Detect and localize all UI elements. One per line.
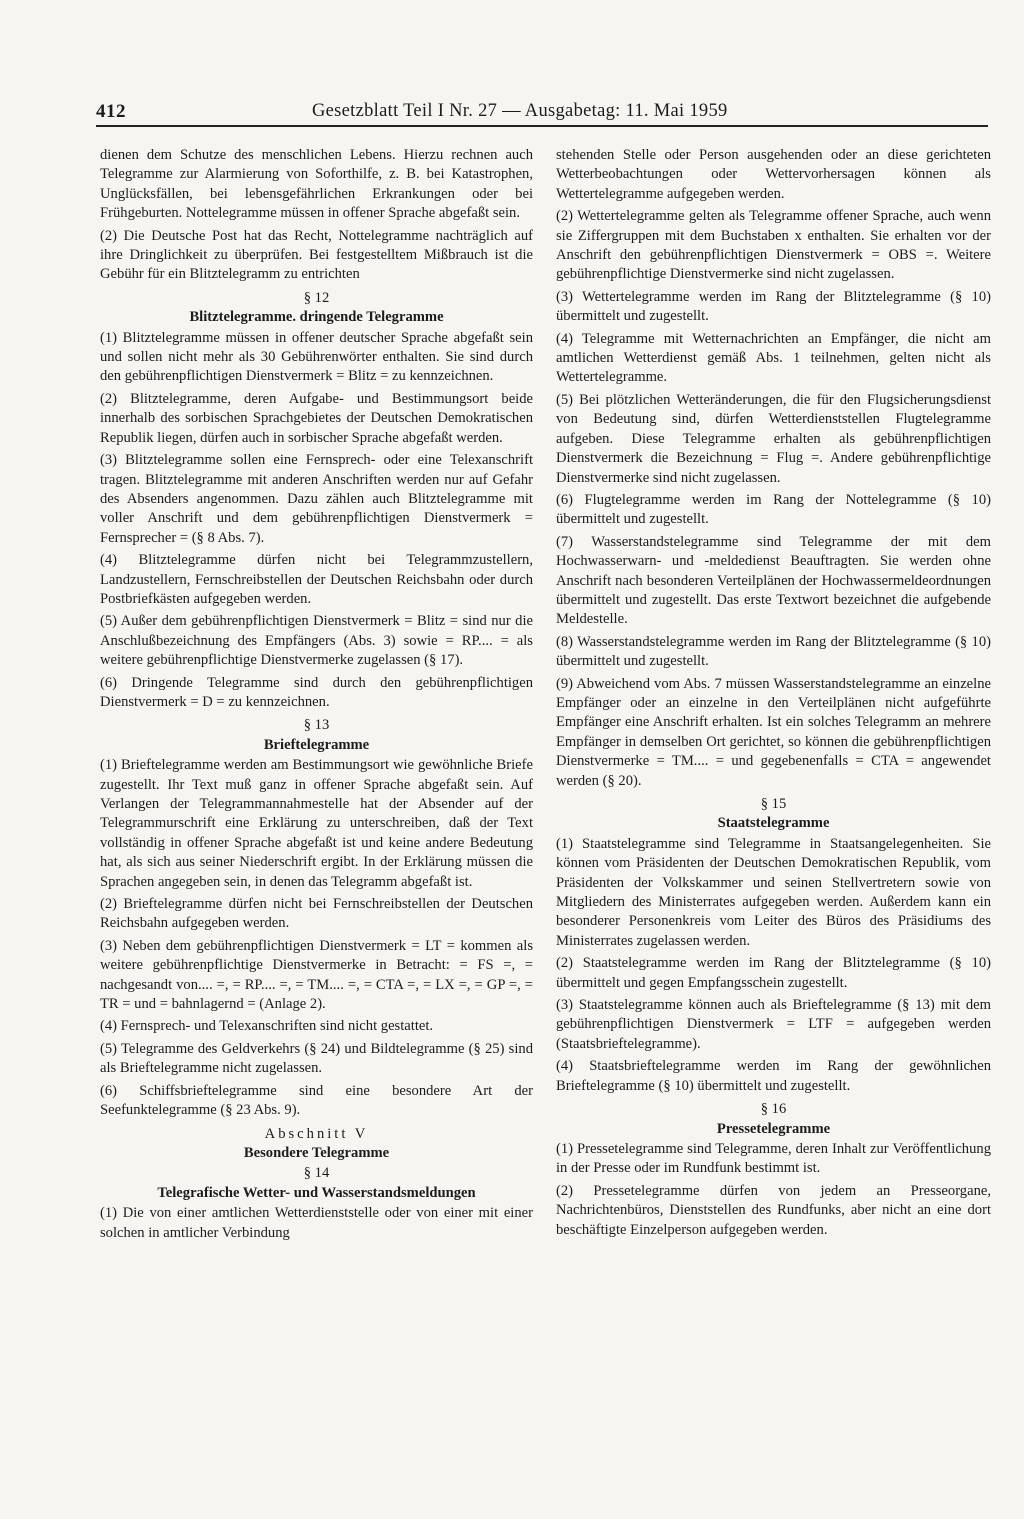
section-heading: Besondere Telegramme xyxy=(243,1144,390,1161)
paragraph: (7) Wasserstandstelegramme sind Telegramme der mit dem Hochwasserwarn- und -meldedienst Beauftragten. Sie werden ohne Anschrift nach besonderen Verteilplänen der Hochwassermeldeordnungen übermittelt und zugestellt. Das erste Textwort bezeichnet die aufgebende Meldestelle. xyxy=(556,533,991,628)
paragraph: (3) Neben dem gebührenpflichtigen Dienstvermerk = LT = kommen als weitere gebührenpflichtige Dienstvermerke in Betracht: = FS =, = nachgesandt von.... =, = RP.... =, = TM.... =, = CTA =, = LX =, = GP =, = TR = und = bahnlagernd = (Anlage 2). xyxy=(100,937,533,1013)
section-number: § 15 xyxy=(760,796,787,812)
section-heading: Telegrafische Wetter- und Wasserstandsmeldungen xyxy=(157,1184,476,1201)
paragraph: (2) Brieftelegramme dürfen nicht bei Fernschreibstellen der Deutschen Reichsbahn aufgegeben werden. xyxy=(100,896,533,932)
paragraph: (9) Abweichend vom Abs. 7 müssen Wasserstandstelegramme an einzelne Empfänger oder an einzelne in den Verteilplänen nicht aufgeführte Empfänger eine Anschrift erhalten. Ist ein solches Telegramm an mehrere Empfänger in demselben Ort gerichtet, so können die gebührenpflichtigen Dienstvermerke = TM.... = und gegebenenfalls = CTA = angewendet werden (§ 20). xyxy=(556,675,991,789)
section-number: § 12 xyxy=(303,289,330,306)
paragraph: dienen dem Schutze des menschlichen Lebens. Hierzu rechnen auch Telegramme zur Alarmierung von Soforthilfe, z. B. bei Katastrophen, Unglücksfällen, bei lebensgefährlichen Erkrankungen oder bei Frühgeburten. Nottelegramme müssen in offener Sprache abgefaßt sein. xyxy=(100,147,533,222)
paragraph: (2) Pressetelegramme dürfen von jedem an Presseorgane, Nachrichtenbüros, Dienststellen des Rundfunks, aber nicht an eine dort beschäftigte Einzelperson aufgegeben werden. xyxy=(556,1182,991,1238)
section-heading: Brieftelegramme xyxy=(263,736,370,753)
paragraph: (4) Fernsprech- und Telexanschriften sind nicht gestattet. xyxy=(100,1018,434,1035)
page-number: 412 xyxy=(96,101,126,122)
left-column xyxy=(100,146,533,1246)
paragraph: stehenden Stelle oder Person ausgehenden oder an diese gerichteten Wetterbeobachtungen oder Wettervorhersagen können als Wettertelegramme aufgegeben werden. xyxy=(556,147,991,202)
paragraph: (5) Außer dem gebührenpflichtigen Dienstvermerk = Blitz = sind nur die Anschlußbezeichnung des Empfängers (Abs. 3) sowie = RP.... = als weitere gebührenpflichtige Dienstvermerke zugelassen (§ 17). xyxy=(100,613,533,669)
paragraph: (6) Dringende Telegramme sind durch den gebührenpflichtigen Dienstvermerk = D = zu kennzeichnen. xyxy=(100,674,533,710)
chapter-heading: Abschnitt V xyxy=(264,1125,369,1142)
paragraph: (5) Bei plötzlichen Wetteränderungen, die für den Flugsicherungsdienst von Bedeutung sind, dürfen Wetterdienststellen Flugtelegramme aufgeben. Diese Telegramme erhalten als gebührenpflichtigen Dienstvermerk die Bezeichnung = Flug =. Andere gebührenpflichtige Dienstvermerke sind nicht zugelassen. xyxy=(556,391,991,486)
paragraph: (2) Staatstelegramme werden im Rang der Blitztelegramme (§ 10) übermittelt und gegen Empfangsschein zugestellt. xyxy=(556,955,991,991)
paragraph: (6) Flugtelegramme werden im Rang der Nottelegramme (§ 10) übermittelt und zugestellt. xyxy=(556,491,991,528)
section-heading: Pressetelegramme xyxy=(716,1120,831,1137)
paragraph: (3) Wettertelegramme werden im Rang der Blitztelegramme (§ 10) übermittelt und zugestellt. xyxy=(556,288,991,325)
paragraph: (2) Die Deutsche Post hat das Recht, Nottelegramme nachträglich auf ihre Dringlichkeit zu überprüfen. Bei festgestelltem Mißbrauch ist die Gebühr für ein Blitztelegramm zu entrichten xyxy=(100,227,533,283)
paragraph: (2) Blitztelegramme, deren Aufgabe- und Bestimmungsort beide innerhalb des sorbischen Sprachgebietes der Deutschen Demokratischen Republik liegen, dürfen auch in sorbischer Sprache abgefaßt werden. xyxy=(100,390,533,446)
paragraph: (3) Staatstelegramme können auch als Brieftelegramme (§ 13) mit dem gebührenpflichtigen Dienstvermerk = LTF = aufgegeben werden (Staatsbrieftelegramme). xyxy=(556,997,991,1052)
paragraph: (4) Blitztelegramme dürfen nicht bei Telegrammzustellern, Landzustellern, Fernschreibstellen der Deutschen Reichsbahn oder durch Postbriefkästen aufgegeben werden. xyxy=(100,552,533,607)
paragraph: (2) Wettertelegramme gelten als Telegramme offener Sprache, auch wenn sie Ziffergruppen mit dem Buchstaben x enthalten. Sie erhalten vor der Anschrift den gebührenpflichtigen Dienstvermerk = OBS =. Weitere gebührenpflichtige Dienstvermerke sind nicht zugelassen. xyxy=(556,208,991,283)
paragraph: (1) Staatstelegramme sind Telegramme in Staatsangelegenheiten. Sie können vom Präsidenten der Deutschen Demokratischen Republik, vom Präsidenten der Volkskammer und seinen Stellvertretern sowie von Mitgliedern des Ministerrates aufgegeben werden. Außerdem kann ein besonderer Personenkreis vom Leiter des Büros des Präsidiums des Ministerrates zugelassen werden. xyxy=(556,835,991,949)
section-number: § 13 xyxy=(303,717,330,734)
paragraph: (6) Schiffsbrieftelegramme sind eine besondere Art der Seefunktelegramme (§ 23 Abs. 9). xyxy=(100,1082,533,1119)
section-number: § 14 xyxy=(303,1165,330,1182)
paragraph: (8) Wasserstandstelegramme werden im Rang der Blitztelegramme (§ 10) übermittelt und zugestellt. xyxy=(556,633,991,670)
gazette-title: Gesetzblatt Teil I Nr. 27 — Ausgabetag: 11. Mai 1959 xyxy=(312,101,728,121)
paragraph: (1) Die von einer amtlichen Wetterdienststelle oder von einer mit einer solchen in amtlicher Verbindung xyxy=(100,1205,533,1241)
section-number: § 16 xyxy=(760,1101,787,1118)
section-heading: Staatstelegramme xyxy=(717,815,830,832)
section-heading: Blitztelegramme. dringende Telegramme xyxy=(189,309,444,326)
paragraph: (1) Pressetelegramme sind Telegramme, deren Inhalt zur Veröffentlichung in der Presse oder im Rundfunk bestimmt ist. xyxy=(556,1140,991,1177)
paragraph: (3) Blitztelegramme sollen eine Fernsprech- oder eine Telexanschrift tragen. Blitztelegramme mit anderen Anschriften werden nur auf Gefahr des Absenders angenommen. Dazu zählen auch Blitztelegramme mit voller Anschrift und dem gebührenpflichtigen Dienstvermerk = Fernsprecher = (§ 8 Abs. 7). xyxy=(100,452,533,546)
paragraph: (4) Staatsbrieftelegramme werden im Rang der gewöhnlichen Brieftelegramme (§ 10) übermittelt und zugestellt. xyxy=(556,1058,991,1094)
paragraph: (5) Telegramme des Geldverkehrs (§ 24) und Bildtelegramme (§ 25) sind als Brieftelegramme nicht zugelassen. xyxy=(100,1040,533,1077)
right-column xyxy=(556,146,991,1243)
page-header xyxy=(96,101,988,127)
paragraph: (1) Brieftelegramme werden am Bestimmungsort wie gewöhnliche Briefe zugestellt. Ihr Text muß ganz in offener Sprache abgefaßt sein. Auf Verlangen der Telegrammannahmestelle hat der Absender auf der Telegrammurschrift eine Erklärung zu unterschreiben, daß der Text vollständig in offener Sprache abgefaßt ist und keine andere Bedeutung hat, als sich aus seiner Niederschrift ergibt. In der Erklärung müssen die Sprachen angegeben sein, in denen das Telegramm abgefaßt ist. xyxy=(100,757,533,890)
paragraph: (1) Blitztelegramme müssen in offener deutscher Sprache abgefaßt sein und sollen nicht mehr als 30 Gebührenwörter enthalten. Sie sind durch den gebührenpflichtigen Dienstvermerk = Blitz = zu kennzeichnen. xyxy=(100,329,533,385)
paragraph: (4) Telegramme mit Wetternachrichten an Empfänger, die nicht am amtlichen Wetterdienst gemäß Abs. 1 teilnehmen, gelten nicht als Wettertelegramme. xyxy=(556,330,991,386)
